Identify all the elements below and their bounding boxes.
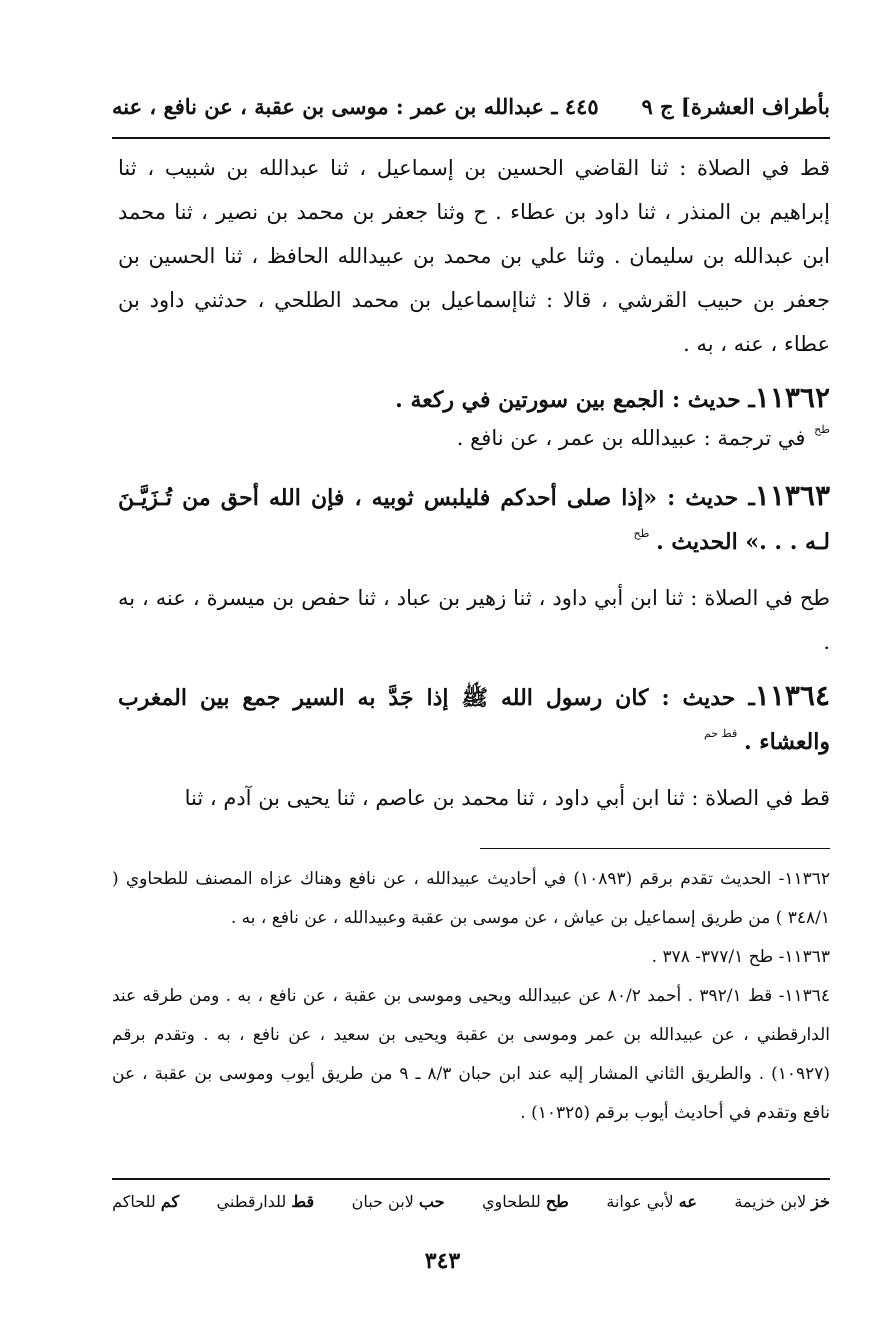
source-siglum: طح <box>814 423 830 436</box>
hadith-translation-ref: في ترجمة : عبيدالله بن عمر ، عن نافع . <box>456 426 806 450</box>
legend-rule <box>112 1178 830 1180</box>
footnotes <box>112 860 830 1133</box>
legend-item: حب لابن حبان <box>351 1192 445 1211</box>
legend-item: قط للدارقطني <box>216 1192 315 1211</box>
legend-item: طح للطحاوي <box>481 1192 569 1211</box>
paragraph-isnad: قط في الصلاة : ثنا القاضي الحسين بن إسماعيل ، ثنا عبدالله بن شبيب ، ثنا إبراهيم بن المنذر ، ثنا داود بن عطاء . ح وثنا جعفر بن محمد بن نصير ، ثنا محمد ابن عبدالله بن سليمان . وثنا علي بن محمد بن عبيدالله الحافظ ، ثنا الحسين بن جعفر بن حبيب القرشي ، قالا : ثناإسماعيل بن محمد الطلحي ، حدثني داود بن عطاء ، عنه ، به . <box>118 156 830 356</box>
hadith-number: ١١٣٦٢ <box>754 381 830 414</box>
hadith-11363 <box>118 474 830 568</box>
legend-item: كم للحاكم <box>112 1192 180 1211</box>
header-volume: بأطراف العشرة] ج ٩ <box>641 93 830 119</box>
footnote-11362: ١١٣٦٢- الحديث تقدم برقم (١٠٨٩٣) في أحاديث عبيدالله ، عن نافع وهناك عزاه المصنف للطحاوي ( ٣٤٨/١ ) من طريق إسماعيل بن عياش ، عن موسى بن عقبة وعبيدالله ، عن نافع ، به . <box>112 869 830 928</box>
header-rule <box>112 137 830 139</box>
hadith-11362-note <box>118 416 830 464</box>
legend-item: عه لأبي عوانة <box>606 1192 697 1211</box>
hadith-11364 <box>118 674 830 768</box>
hadith-text: ـ حديث : «إذا صلى أحدكم فليلبس ثوبيه ، فإن الله أحق من تُـزَيَّـنَ لـه . . .» الحديث . <box>118 485 830 555</box>
running-header <box>112 86 830 126</box>
hadith-number: ١١٣٦٤ <box>754 679 830 712</box>
hadith-11364-isnad: قط في الصلاة : ثنا ابن أبي داود ، ثنا محمد بن عاصم ، ثنا يحيى بن آدم ، ثنا <box>184 786 830 810</box>
source-siglum: قط حم <box>703 727 738 740</box>
hadith-number: ١١٣٦٣ <box>754 479 830 512</box>
hadith-text: ـ حديث : الجمع بين سورتين في ركعة . <box>395 387 755 413</box>
footnote-rule <box>480 848 830 849</box>
source-siglum: طح <box>633 527 650 540</box>
main-text <box>118 146 830 820</box>
footnote-11363: ١١٣٦٣- طح ٣٧٧/١- ٣٧٨ . <box>651 947 830 967</box>
legend-item: خز لابن خزيمة <box>734 1192 830 1211</box>
hadith-11363-isnad: طح في الصلاة : ثنا ابن أبي داود ، ثنا زهير بن عباد ، ثنا حفص بن ميسرة ، عنه ، به . <box>118 586 830 654</box>
abbreviation-legend <box>112 1192 830 1211</box>
hadith-text: ـ حديث : كان رسول الله ﷺ إذا جَدَّ به السير جمع بين المغرب والعشاء . <box>118 685 830 755</box>
footnote-11364: ١١٣٦٤- قط ٣٩٢/١ . أحمد ٨٠/٢ عن عبيدالله ويحيى وموسى بن عقبة ، عن نافع ، به . ومن طرقه عند الدارقطني ، عن عبيدالله بن عمر وموسى بن عقبة ويحيى بن سعيد ، عن نافع ، به . وتقدم برقم (١٠٩٢٧) . والطريق الثاني المشار إليه عند ابن حبان ٨/٣ ـ ٩ من طريق أيوب وموسى بن عقبة ، عن نافع وتقدم في أحاديث أيوب برقم (١٠٣٢٥) . <box>112 986 830 1123</box>
header-chapter: ٤٤٥ ـ عبدالله بن عمر : موسى بن عقبة ، عن نافع ، عنه <box>112 93 599 119</box>
page-number: ٣٤٣ <box>424 1248 461 1274</box>
